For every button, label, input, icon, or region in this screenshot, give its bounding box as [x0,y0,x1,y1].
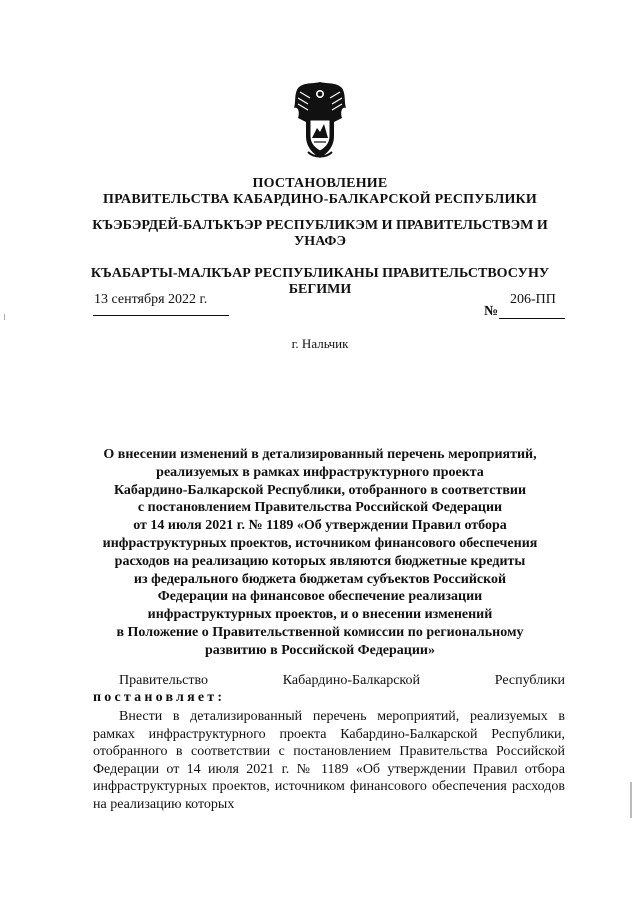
title-line: Федерации на финансовое обеспечение реализации [157,589,483,605]
balkar-line-1: КЪАБАРТЫ-МАЛКЪАР РЕСПУБЛИКАНЫ ПРАВИТЕЛЬСТВОСУНУ [90,266,550,281]
balkar-line-2: БЕГИМИ [288,282,352,297]
title-line: реализуемых в рамках инфраструктурного проекта [156,464,484,480]
document-number: 206-ПП [510,292,556,307]
title-line: О внесении изменений в детализированный перечень мероприятий, [103,447,537,462]
number-underline [499,318,565,319]
preamble-word-republic: Республики [494,673,565,688]
decree-word: постановляет: [93,690,226,705]
decree-preamble [93,672,565,706]
kabardian-line-2: УНАФЭ [294,234,346,249]
kabardian-header [60,218,580,250]
preamble-word-region: Кабардино-Балкарской [282,673,420,688]
paragraph-text: Внести в детализированный перечень мероприятий, реализуемых в рамках инфраструктурного проекта Кабардино-Балкарской Республики, отобранного в соответствии с постановлением Правительства Российской Федерации от 14 июля 2021 г. № 1189 «Об утверждении Правил отбора инфраструктурных проектов, источником финансового обеспечения расходов на реализацию которых [93,709,565,812]
title-line: инфраструктурных проектов, и о внесении изменений [147,607,493,623]
scan-margin-mark [4,314,5,320]
title-line: Кабардино-Балкарской Республики, отобранного в соответствии [113,482,527,498]
number-sign: № [484,304,499,319]
title-line: от 14 июля 2021 г. № 1189 «Об утверждении Правил отбора [133,518,507,534]
scan-edge-mark [630,782,632,818]
document-date: 13 сентября 2022 г. [94,292,208,307]
decree-paragraph-1 [93,708,565,813]
preamble-row [93,672,565,689]
title-line: инфраструктурных проектов, источником финансового обеспечения [102,535,538,551]
document-title [80,446,560,660]
document-header [60,176,580,208]
document-city: г. Нальчик [291,336,349,351]
header-line-government: ПРАВИТЕЛЬСТВА КАБАРДИНО-БАЛКАРСКОЙ РЕСПУБЛИКИ [102,192,538,207]
date-underline [93,315,229,316]
title-line: в Положение о Правительственной комиссии по региональному [116,624,524,640]
title-line: из федерального бюджета бюджетам субъектов Российской [133,571,507,587]
header-line-postanovlenie: ПОСТАНОВЛЕНИЕ [252,176,388,191]
preamble-word-government: Правительство [119,673,208,688]
kabardian-line-1: КЪЭБЭРДЕЙ-БАЛЪКЪЭР РЕСПУБЛИКЭМ И ПРАВИТЕЛЬСТВЭМ И [92,218,548,233]
title-line: с постановлением Правительства Российской Федерации [137,500,503,516]
coat-of-arms-icon [290,78,350,160]
title-line: расходов на реализацию которых являются бюджетные кредиты [114,553,526,569]
title-line: развитию в Российской Федерации» [204,642,435,658]
